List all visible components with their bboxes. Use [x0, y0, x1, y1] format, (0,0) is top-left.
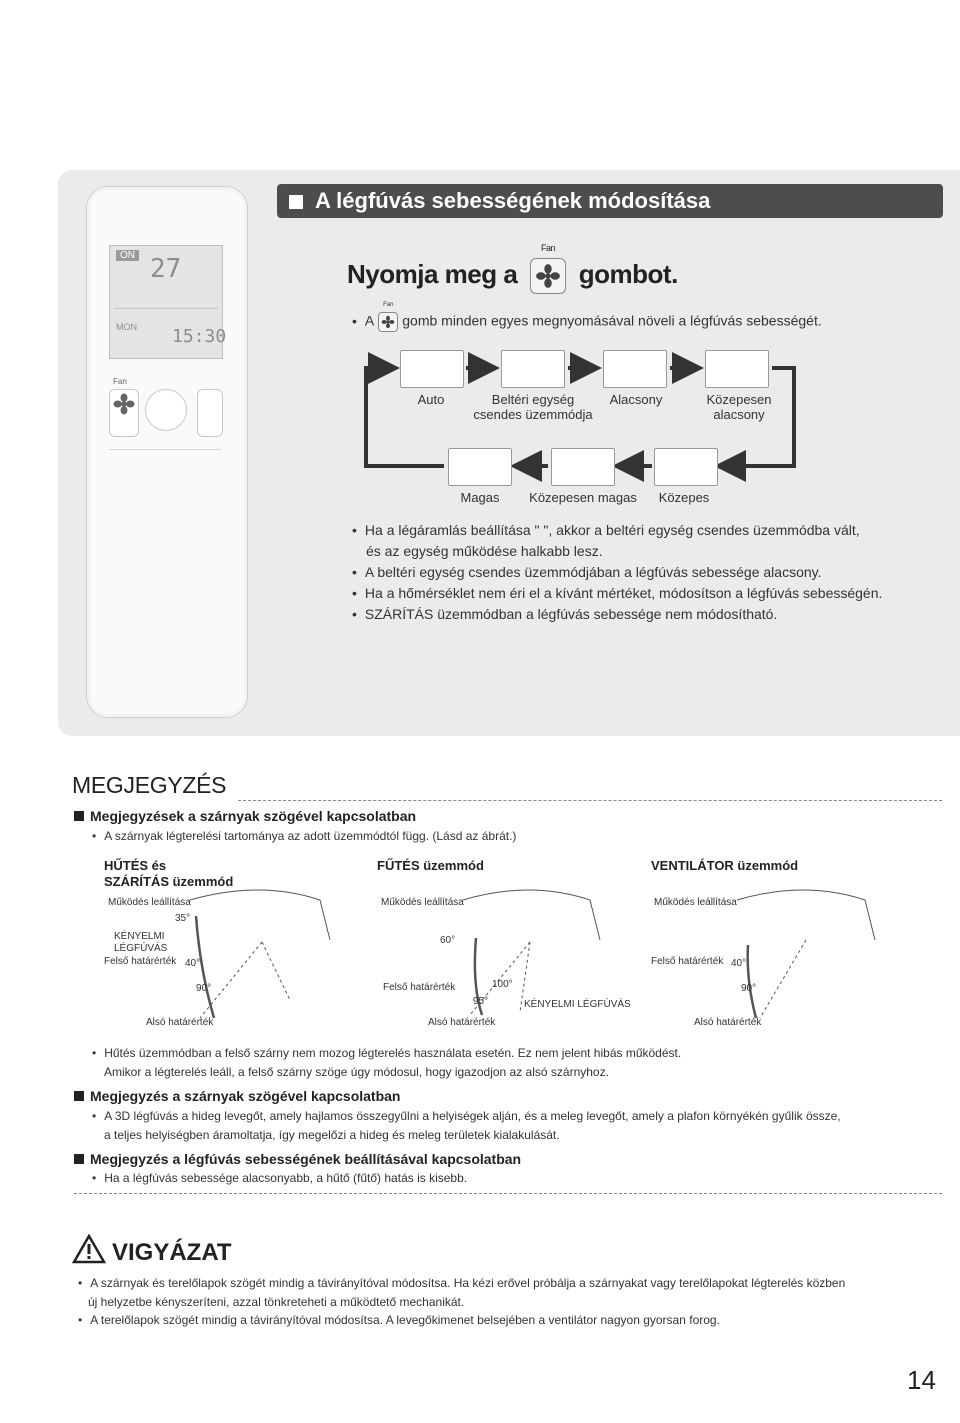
diag-heat-stop: Működés leállítása: [381, 897, 464, 908]
remote-fan-label: Fan: [113, 377, 127, 386]
note-1: • Ha a légáramlás beállítása " ", akkor a beltéri egység csendes üzemmódba vált,: [352, 522, 860, 538]
bullet-a-after: gomb minden egyes megnyomásával növeli a légfúvás sebességét.: [402, 312, 822, 329]
lcd-time: 15:30: [172, 326, 227, 347]
diag-fan-lower: Alsó határérték: [694, 1017, 762, 1028]
mode-cooling: HŰTÉS és SZÁRÍTÁS üzemmód: [104, 858, 234, 889]
unit-outline-heat: [463, 890, 600, 940]
note-1-text: • A szárnyak légterelési tartománya az adott üzemmódtól függ. (Lásd az ábrát.): [92, 826, 516, 846]
unit-outline-cool: [190, 890, 330, 940]
level-medium-low: Közepesen alacsony: [706, 392, 772, 422]
section-title: A légfúvás sebességének módosítása: [315, 188, 711, 213]
note-3-text: • Ha a légfúvás sebessége alacsonyabb, a hűtő (fűtő) hatás is kisebb.: [92, 1168, 467, 1188]
level-low: Alacsony: [609, 392, 663, 407]
diag-fan-upper: Felső határérték: [651, 956, 724, 967]
level-medium-high: Közepesen magas: [529, 490, 637, 505]
caution-1: • A szárnyak és terelőlapok szögét mindig a távirányítóval módosítsa. Ha kézi erővel próbálja a szárnyakat vagy terelőlapokat légterelés közben: [78, 1273, 845, 1293]
diag-heat-lower: Alsó határérték: [428, 1017, 496, 1028]
ray-fan-1: [760, 940, 806, 1018]
diag-cool-comfort: KÉNYELMI LÉGFÚVÁS: [114, 931, 168, 954]
press-after: gombot.: [578, 258, 678, 289]
page-number: 14: [907, 1365, 936, 1395]
caution-heading: [72, 1234, 232, 1267]
diag-cool-stop: Működés leállítása: [108, 897, 191, 908]
note-2-text-2: a teljes helyiségben áramoltatja, így megelőzi a hideg és meleg területek kialakulását.: [104, 1128, 560, 1142]
diag-cool-40: 40°: [185, 958, 201, 969]
note-heading-3-text: Megjegyzés a légfúvás sebességének beállításával kapcsolatban: [90, 1151, 522, 1167]
diag-cool-35: 35°: [175, 913, 191, 924]
ray-cool-2: [200, 942, 262, 1018]
caution-1-cont: új helyzetbe kényszeríteni, azzal tönkreteheti a működtető mechanikát.: [88, 1295, 465, 1309]
mode-heating: FŰTÉS üzemmód: [377, 858, 484, 873]
note-heading-2: [74, 1088, 400, 1104]
note-2-text-1: • A 3D légfúvás a hideg levegőt, amely hajlamos összegyűlni a helyiségek alján, és a meleg levegőt, amely a plafon környékén gyűlik össze,: [92, 1106, 841, 1126]
note-heading-2-text: Megjegyzés a szárnyak szögével kapcsolatban: [90, 1088, 401, 1104]
warning-icon: [72, 1234, 106, 1264]
lcd-on-label: ON: [116, 250, 139, 261]
mini-fan-label: Fan: [383, 302, 394, 308]
level-auto: Auto: [417, 392, 445, 407]
note-4: • SZÁRÍTÁS üzemmódban a légfúvás sebessége nem módosítható.: [352, 606, 777, 622]
caution-title: VIGYÁZAT: [112, 1239, 232, 1266]
after-diag-2: Amikor a légterelés leáll, a felső szárny szöge úgy módosul, hogy igazodjon az alsó szárnyhoz.: [104, 1065, 609, 1079]
square-bullet-icon: [74, 1154, 84, 1164]
note-heading-1-text: Megjegyzések a szárnyak szögével kapcsolatban: [90, 808, 417, 824]
diag-heat-upper: Felső határérték: [383, 982, 456, 993]
unit-outline-fan: [737, 890, 875, 940]
note-heading-3: [74, 1151, 521, 1167]
arc-fan: [748, 945, 756, 1018]
diag-heat-100: 100°: [492, 979, 513, 990]
note-1-cont: és az egység működése halkabb lesz.: [366, 543, 603, 559]
mode-fan: VENTILÁTOR üzemmód: [651, 858, 799, 873]
lcd-day: MON: [116, 322, 137, 332]
ray-cool-1: [262, 942, 290, 1000]
after-diag-1: • Hűtés üzemmódban a felső szárny nem mozog légterelés használata esetén. Ez nem jelent hibás működést.: [92, 1043, 681, 1063]
diag-heat-comfort: KÉNYELMI LÉGFÚVÁS: [524, 999, 631, 1010]
square-bullet-icon: [74, 1091, 84, 1101]
diag-fan-90: 90°: [741, 983, 757, 994]
level-medium: Közepes: [658, 490, 710, 505]
fan-button-label: Fan: [541, 243, 556, 253]
diag-heat-95: 95°: [473, 996, 489, 1007]
note-2: • A beltéri egység csendes üzemmódjában a légfúvás sebessége alacsony.: [352, 564, 822, 580]
megjegyzes-title: MEGJEGYZÉS: [72, 772, 227, 798]
diag-fan-40: 40°: [731, 958, 747, 969]
diag-fan-stop: Működés leállítása: [654, 897, 737, 908]
lcd-temperature: 27: [150, 254, 182, 284]
diag-cool-90: 90°: [196, 983, 212, 994]
press-before: Nyomja meg a: [347, 258, 518, 289]
level-high: Magas: [460, 490, 500, 505]
diag-cool-lower: Alsó határérték: [146, 1017, 214, 1028]
note-3: • Ha a hőmérséklet nem éri el a kívánt mértéket, módosítson a légfúvás sebességén.: [352, 585, 882, 601]
diag-cool-upper: Felső határérték: [104, 956, 177, 967]
dashed-rule-bottom: [74, 1193, 942, 1194]
level-quiet: Beltéri egység csendes üzemmódja: [473, 392, 593, 422]
caution-2: • A terelőlapok szögét mindig a távirányítóval módosítsa. A levegőkimenet belsejében a ventilátor nagyon gyorsan forog.: [78, 1310, 720, 1330]
diag-heat-60: 60°: [440, 935, 456, 946]
bullet-a-before: A: [364, 312, 375, 329]
